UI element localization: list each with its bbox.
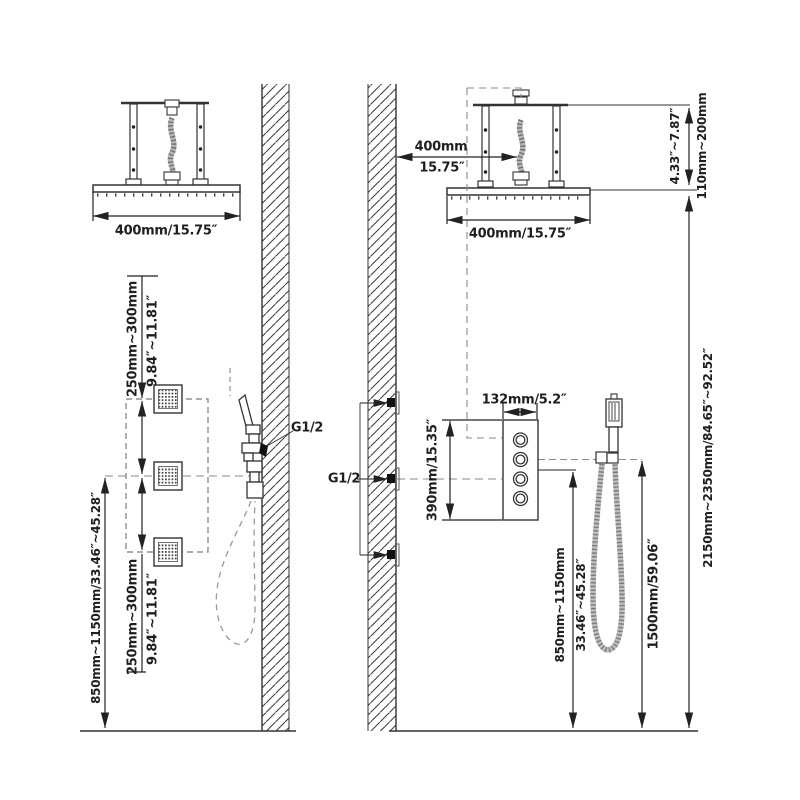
jet-spacing-upper-in-label: 9.84″~11.81″	[145, 294, 161, 388]
valve-floor-height-in-label: 33.46″~45.28″	[574, 558, 588, 652]
right-head-width-label: 400mm/15.75″	[468, 226, 572, 242]
water-stream-outline	[216, 501, 255, 644]
left-wall-hatch	[80, 84, 296, 731]
wall-offset-in-label: 15.75″	[419, 160, 465, 176]
ceiling-shower-head-side	[447, 90, 697, 198]
right-head-width-dimension	[447, 196, 590, 224]
wall-offset-mm-label: 400mm	[414, 139, 468, 155]
jet-spacing-lower-in-label: 9.84″~11.81″	[145, 572, 161, 666]
supply-hose-side	[513, 90, 529, 185]
ceiling-drop-in-label: 4.33″~7.87″	[668, 107, 682, 185]
right-thread-label: G1/2	[327, 471, 361, 487]
jet-spacing-upper-mm-label: 250mm~300mm	[125, 280, 141, 398]
jet-spacing-lower-mm-label: 250mm~300mm	[125, 558, 141, 676]
handheld-shower	[593, 394, 622, 650]
supply-hose-front	[164, 100, 180, 185]
left-spout-height-label: 850mm~1150mm/33.46″~45.28″	[89, 492, 103, 704]
valve-width-label: 132mm/5.2″	[481, 392, 567, 408]
total-height-label: 2150mm~2350mm/84.65″~92.52″	[701, 348, 715, 568]
valve-height-dimension	[442, 420, 502, 520]
left-head-width-label: 400mm/15.75″	[114, 223, 218, 239]
valve-height-label: 390mm/15.35″	[425, 418, 441, 522]
ceiling-drop-mm-label: 110mm~200mm	[695, 92, 709, 200]
hand-shower-height-label: 1500mm/59.06″	[646, 538, 662, 650]
handheld-hose	[593, 464, 622, 650]
handheld-holder	[596, 452, 607, 463]
valve-floor-height-mm-label: 850mm~1150mm	[553, 547, 567, 663]
left-thread-label: G1/2	[290, 420, 324, 436]
ceiling-shower-head-front	[93, 100, 240, 195]
thermostatic-valve	[503, 420, 538, 520]
body-jets-front	[105, 368, 252, 566]
